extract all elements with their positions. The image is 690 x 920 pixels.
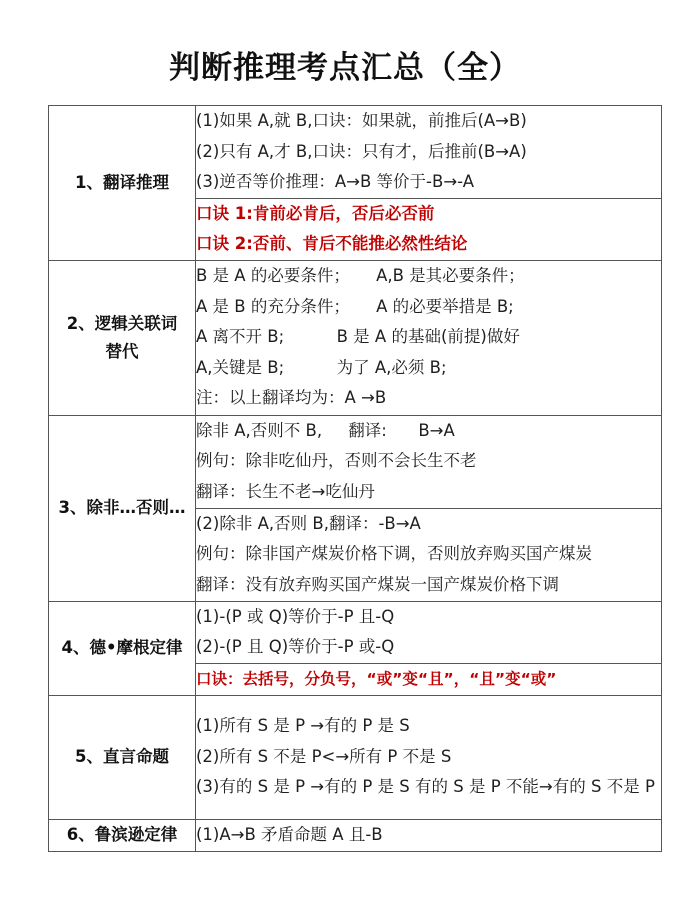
- content-line: (1)-(P 或 Q)等价于-P 且-Q: [196, 606, 395, 626]
- content-line: (2)所有 S 不是 P<→所有 P 不是 S: [196, 746, 452, 766]
- content-line: (1)如果 A,就 B,口诀：如果就，前推后(A→B): [196, 111, 527, 130]
- section-label-line: 替代: [105, 341, 139, 361]
- content-line: 例句：除非国产煤炭价格下调，否则放弃购买国产煤炭: [196, 544, 592, 564]
- table-row: [49, 695, 662, 819]
- content-line: (3)有的 S 是 P →有的 P 是 S 有的 S 是 P 不能→有的 S 不是 P: [196, 777, 655, 797]
- table-row: [49, 260, 662, 415]
- section-label: 1、翻译推理: [49, 106, 196, 261]
- content-line: (1)A→B 矛盾命题 A 且-B: [196, 824, 383, 844]
- content-line: A 离不开 B; B 是 A 的基础(前提)做好: [196, 327, 520, 347]
- content-line: 注：以上翻译均为：A →B: [196, 388, 387, 408]
- summary-table: [48, 105, 662, 852]
- content-cell: [196, 415, 662, 508]
- content-cell: [196, 106, 662, 199]
- content-line: 翻译：长生不老→吃仙丹: [196, 481, 375, 501]
- section-label: 4、德•摩根定律: [49, 601, 196, 695]
- mnemonic-line: 口诀 2:否前、肯后不能推必然性结论: [196, 234, 468, 253]
- content-cell: [196, 260, 662, 415]
- mnemonic-cell: [196, 198, 662, 260]
- mnemonic-cell: [196, 663, 662, 695]
- content-line: (2)只有 A,才 B,口诀：只有才，后推前(B→A): [196, 141, 527, 161]
- table-row: [49, 415, 662, 508]
- content-line: (2)除非 A,否则 B,翻译：-B→A: [196, 513, 421, 533]
- section-label: 3、除非…否则…: [49, 415, 196, 601]
- section-label: [49, 260, 196, 415]
- content-line: 例句：除非吃仙丹，否则不会长生不老: [196, 451, 477, 471]
- table-row: [49, 601, 662, 663]
- mnemonic-line: 口诀 1:肯前必肯后，否后必否前: [196, 203, 435, 223]
- section-label: 5、直言命题: [49, 695, 196, 819]
- content-cell: [196, 819, 662, 851]
- content-line: 翻译：没有放弃购买国产煤炭一国产煤炭价格下调: [196, 574, 559, 594]
- content-line: A,关键是 B; 为了 A,必须 B;: [196, 357, 447, 377]
- content-cell: [196, 508, 662, 601]
- content-cell: [196, 695, 662, 819]
- content-line: A 是 B 的充分条件； A 的必要举措是 B;: [196, 296, 514, 316]
- content-line: (1)所有 S 是 P →有的 P 是 S: [196, 716, 410, 736]
- page-title: 判断推理考点汇总（全）: [169, 50, 521, 86]
- section-label-line: 2、逻辑关联词: [66, 313, 178, 333]
- mnemonic-line: 口诀：去括号，分负号，“或”变“且”，“且”变“或”: [196, 669, 557, 688]
- section-label: 6、鲁滨逊定律: [49, 819, 196, 851]
- table-row: [49, 106, 662, 199]
- content-line: B 是 A 的必要条件； A,B 是其必要条件；: [196, 266, 525, 286]
- content-line: (2)-(P 且 Q)等价于-P 或-Q: [196, 637, 395, 656]
- content-line: 除非 A,否则不 B, 翻译: B→A: [196, 420, 455, 440]
- table-row: [49, 819, 662, 851]
- content-line: (3)逆否等价推理：A→B 等价于-B→-A: [196, 172, 475, 191]
- content-cell: [196, 601, 662, 663]
